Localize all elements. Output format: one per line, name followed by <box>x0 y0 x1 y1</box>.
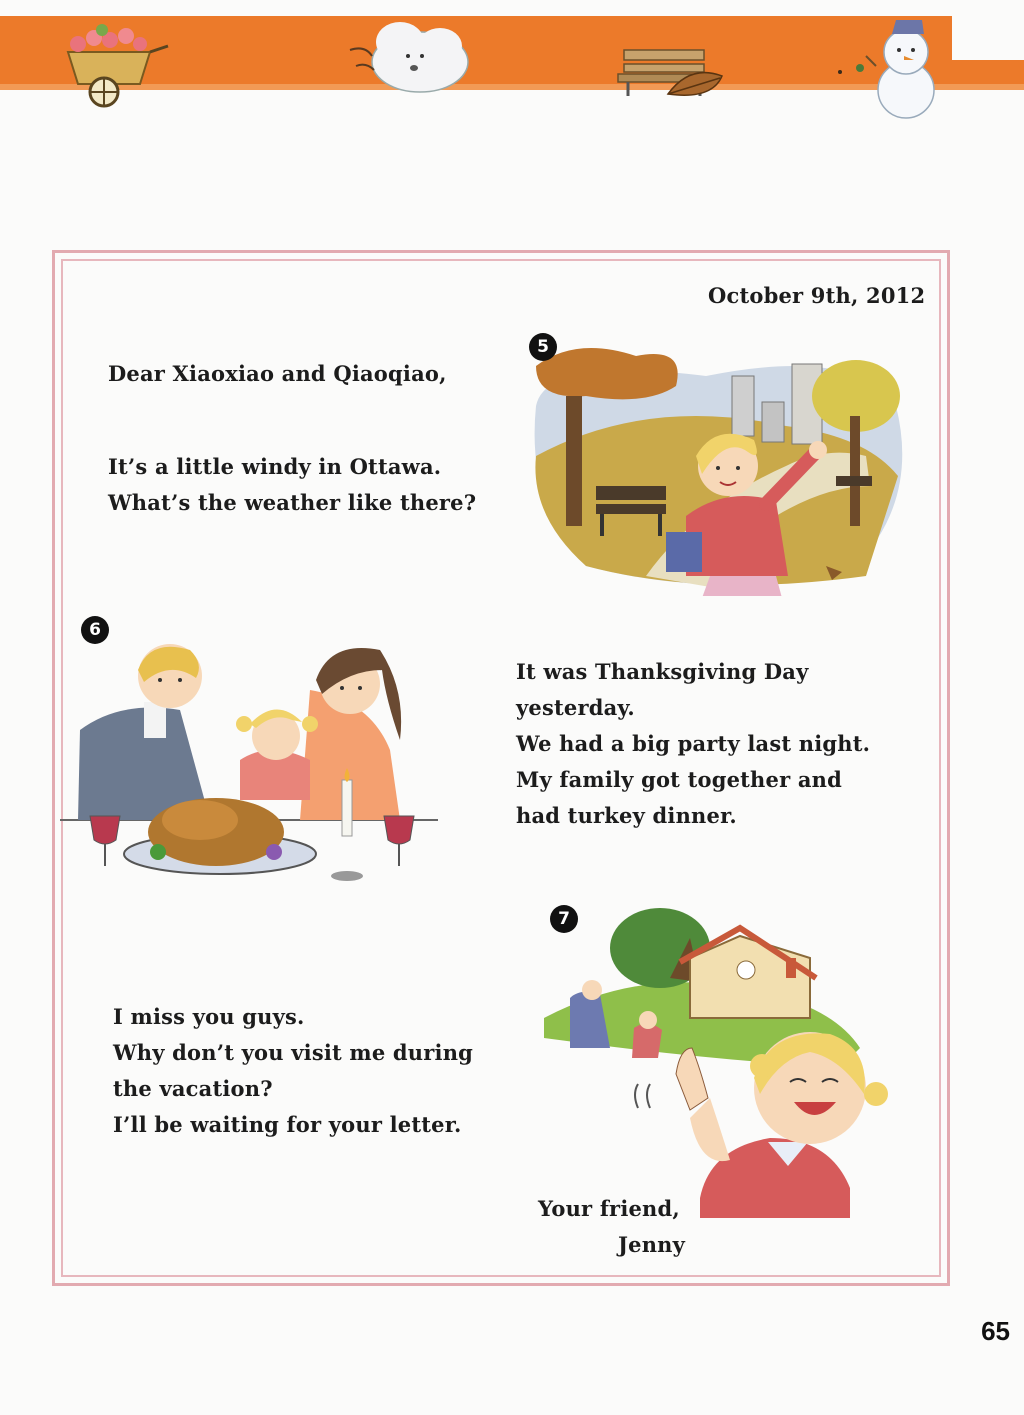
text-line: We had a big party last night. <box>516 731 871 756</box>
text-line: the vacation? <box>113 1076 273 1101</box>
illustration-thanksgiving-dinner <box>60 630 440 894</box>
paragraph-invitation <box>113 999 473 1143</box>
text-line: had turkey dinner. <box>516 803 737 828</box>
letter-greeting: Dear Xiaoxiao and Qiaoqiao, <box>108 361 447 386</box>
text-line: yesterday. <box>516 695 635 720</box>
text-line: My family got together and <box>516 767 843 792</box>
text-line: It’s a little windy in Ottawa. <box>108 454 442 479</box>
closing-phrase: Your friend, <box>538 1196 680 1221</box>
illustration-windy-park <box>526 336 918 600</box>
signature: Jenny <box>618 1232 686 1257</box>
paragraph-weather <box>108 449 476 521</box>
paragraph-thanksgiving <box>516 654 870 834</box>
text-line: What’s the weather like there? <box>108 490 477 515</box>
illustration-waving-girl <box>540 898 920 1232</box>
text-line: Why don’t you visit me during <box>113 1040 474 1065</box>
text-line: I’ll be waiting for your letter. <box>113 1112 462 1137</box>
text-line: It was Thanksgiving Day <box>516 659 809 684</box>
page-number: 65 <box>981 1316 1010 1346</box>
letter-date: October 9th, 2012 <box>708 283 926 308</box>
picture-number-badge: 6 <box>81 616 109 644</box>
picture-number-badge: 5 <box>529 333 557 361</box>
text-line: I miss you guys. <box>113 1004 305 1029</box>
picture-number-badge: 7 <box>550 905 578 933</box>
seasons-banner <box>0 0 1024 120</box>
